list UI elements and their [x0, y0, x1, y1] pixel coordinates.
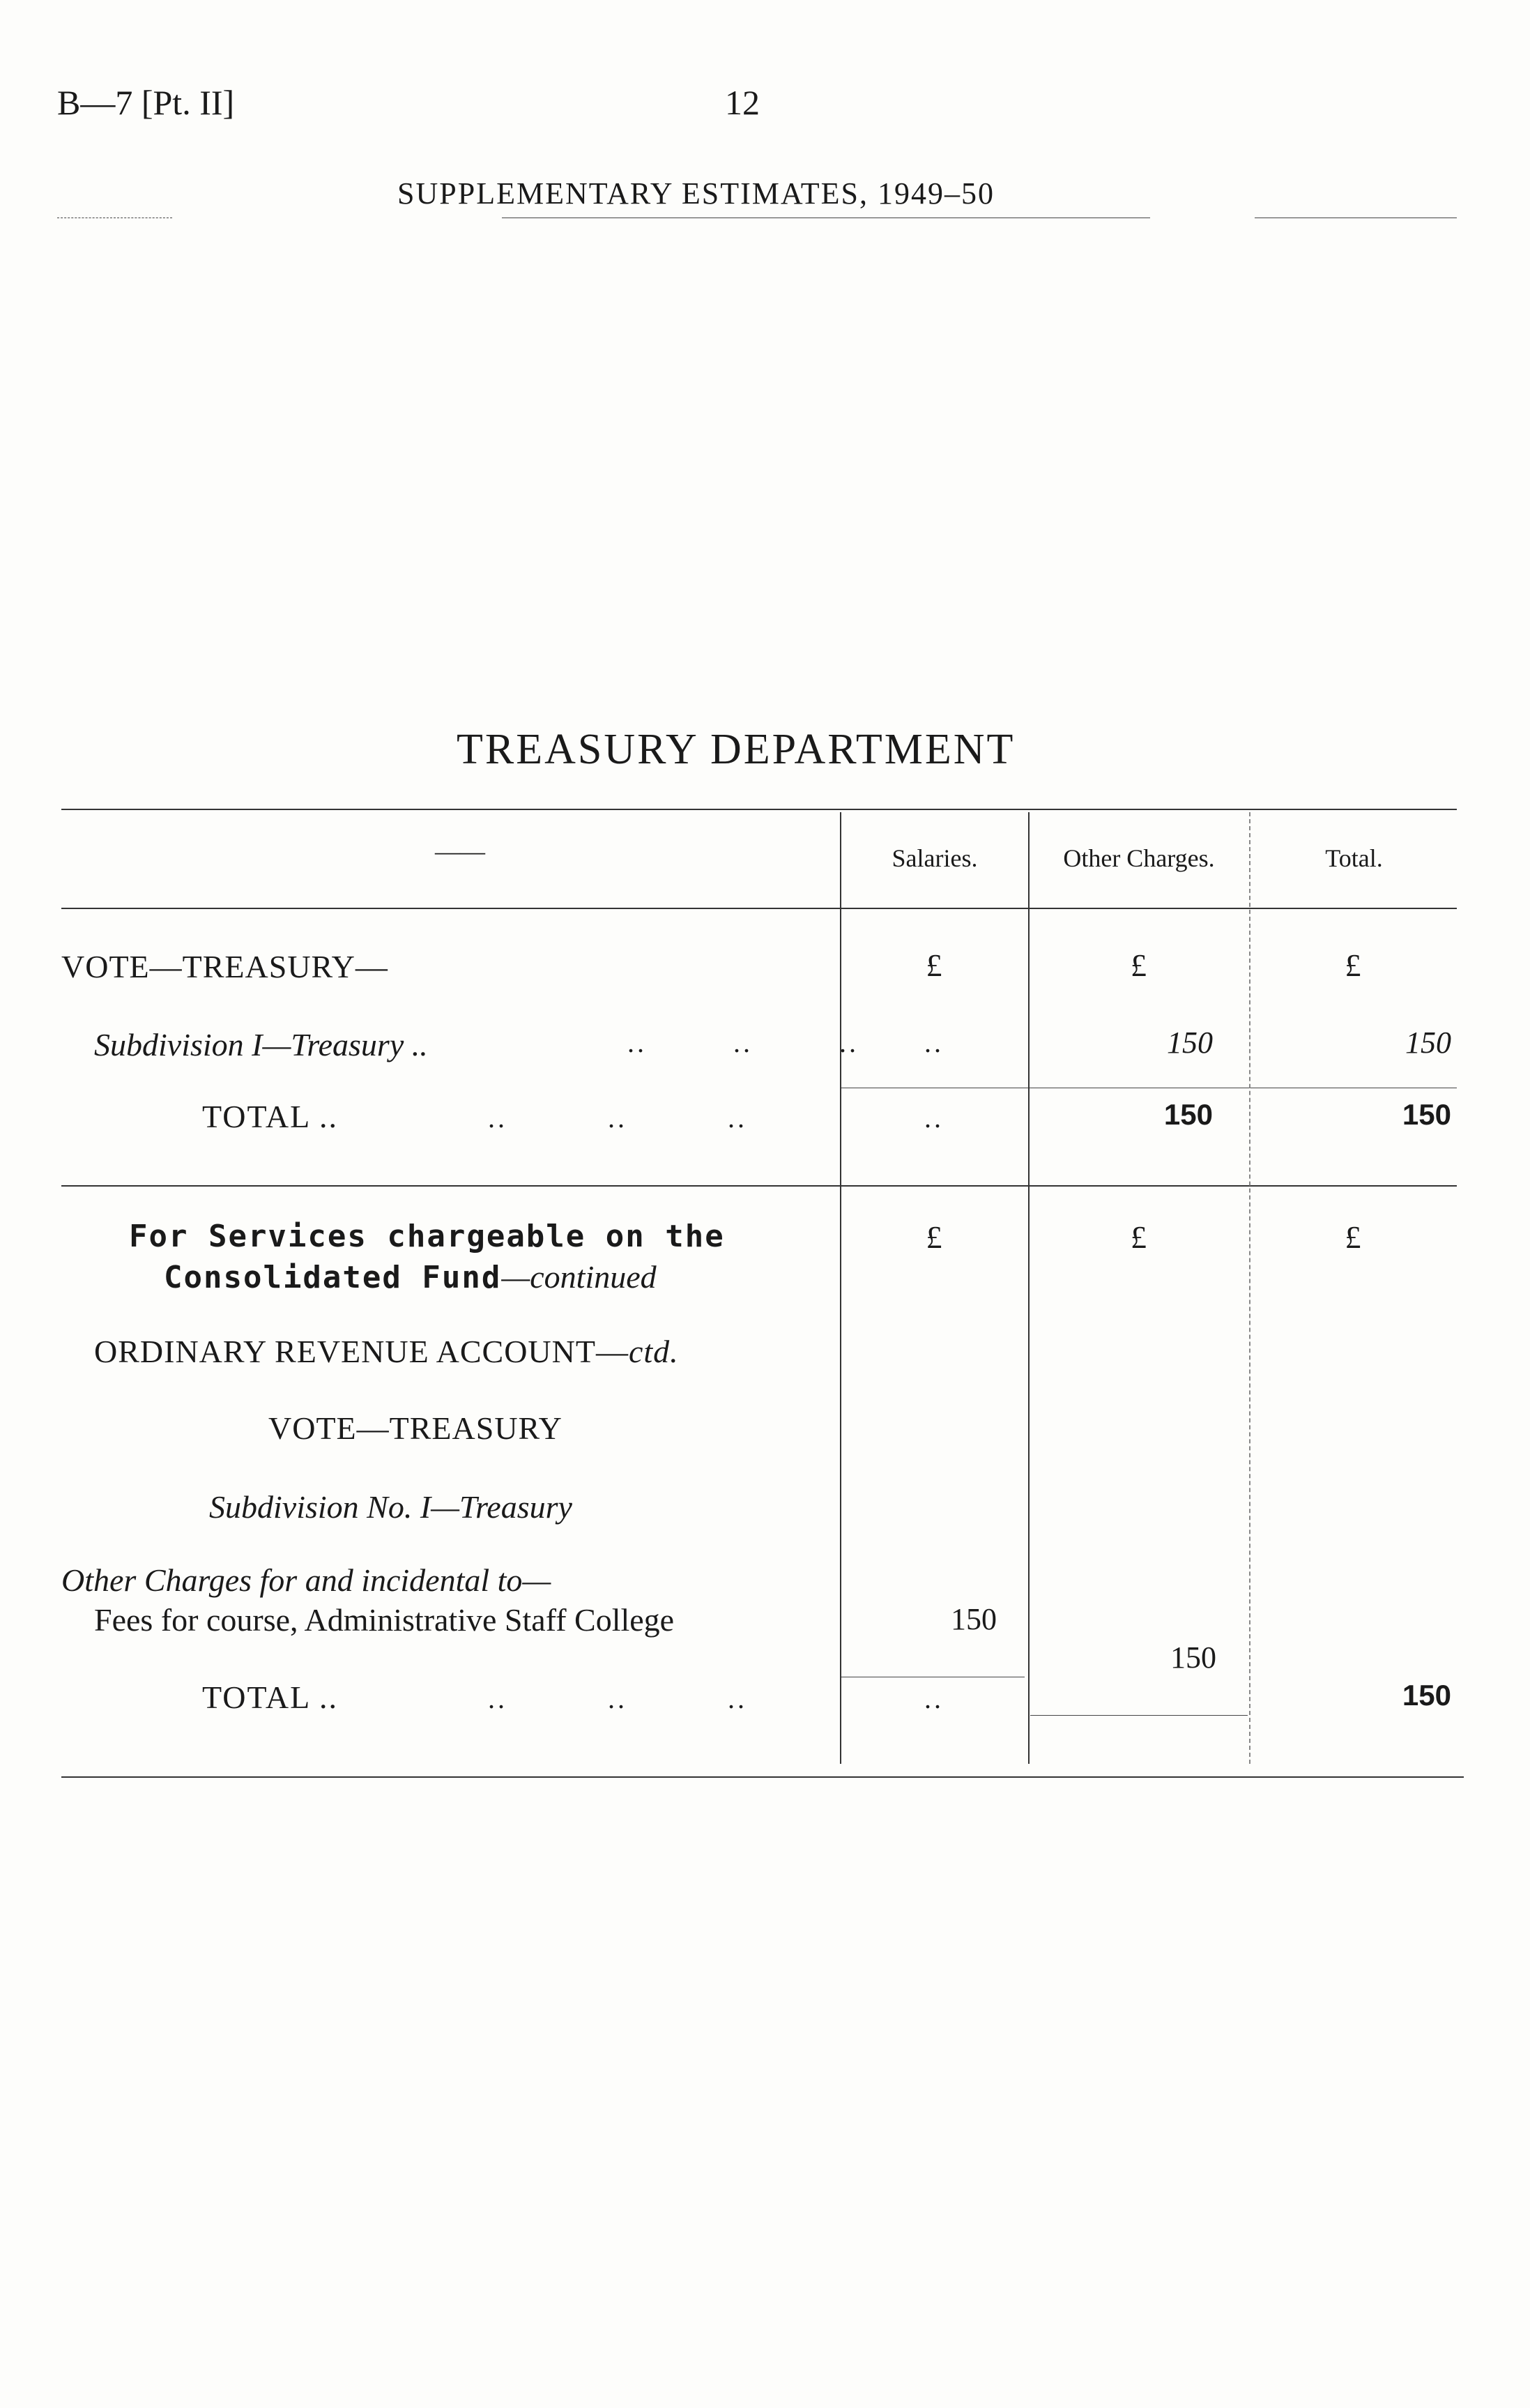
total-other-charges-1: 150: [1163, 1098, 1213, 1131]
table-top-rule: [61, 809, 1457, 810]
total-leader-dots-2: .. .. ..: [488, 1683, 747, 1714]
header-salaries: Salaries.: [892, 844, 978, 872]
other-charges-label: Other Charges for and incidental to—: [61, 1562, 551, 1598]
header-bottom-rule: [61, 908, 1457, 909]
total-label-2: TOTAL ..: [202, 1679, 339, 1715]
fees-salaries-value: 150: [951, 1602, 997, 1636]
subdivision-no-1-treasury: Subdivision No. I—Treasury: [209, 1489, 572, 1525]
currency-total-1: £: [1345, 947, 1361, 983]
total-salaries-2: ..: [924, 1683, 944, 1714]
subdivision-salaries: ..: [924, 1027, 944, 1058]
consolidated-fund-label: Consolidated Fund: [164, 1260, 502, 1295]
currency-other-2: £: [1131, 1219, 1147, 1255]
total-leader-dots-1: .. .. ..: [488, 1102, 747, 1134]
currency-total-2: £: [1345, 1219, 1361, 1255]
account-label: ORDINARY REVENUE ACCOUNT—: [94, 1334, 629, 1369]
account-suffix: ctd.: [628, 1334, 679, 1369]
vote-treasury-heading: VOTE—TREASURY: [268, 1410, 563, 1446]
total-label-1: TOTAL ..: [202, 1099, 339, 1134]
header-total: Total.: [1325, 844, 1383, 872]
services-heading-line1: For Services chargeable on the: [129, 1219, 725, 1254]
subdivision-treasury-label: Subdivision I—Treasury ..: [94, 1027, 428, 1062]
department-title: TREASURY DEPARTMENT: [457, 726, 1016, 773]
vote-treasury-label: VOTE—TREASURY—: [61, 949, 388, 984]
header-other-charges: Other Charges.: [1063, 844, 1215, 872]
services-heading-line2: [164, 1258, 657, 1295]
subdivision-other-charges: 150: [1167, 1026, 1213, 1060]
subdivision-total: 150: [1405, 1026, 1451, 1060]
table-bottom-rule: [61, 1776, 1464, 1778]
subdivision-leader-dots: .. .. ..: [627, 1027, 859, 1058]
total-total-2: 150: [1402, 1679, 1451, 1712]
section-divider-rule: [61, 1185, 1457, 1187]
currency-other-1: £: [1131, 947, 1147, 983]
total-salaries-1: ..: [924, 1102, 944, 1134]
currency-salaries-1: £: [926, 947, 942, 983]
header-description: ——: [435, 837, 485, 865]
ordinary-revenue-account: [94, 1333, 679, 1370]
page-number: 12: [725, 83, 760, 122]
currency-salaries-2: £: [926, 1219, 942, 1255]
page-reference: B—7 [Pt. II]: [57, 83, 235, 122]
fees-admin-staff-college-label: Fees for course, Administrative Staff College: [94, 1602, 675, 1638]
total-total-1: 150: [1402, 1098, 1451, 1131]
running-head: SUPPLEMENTARY ESTIMATES, 1949–50: [397, 176, 995, 211]
continued-label: —continued: [501, 1259, 657, 1295]
other-charges-total-value: 150: [1170, 1640, 1216, 1675]
other-sum-rule: [1030, 1715, 1248, 1716]
